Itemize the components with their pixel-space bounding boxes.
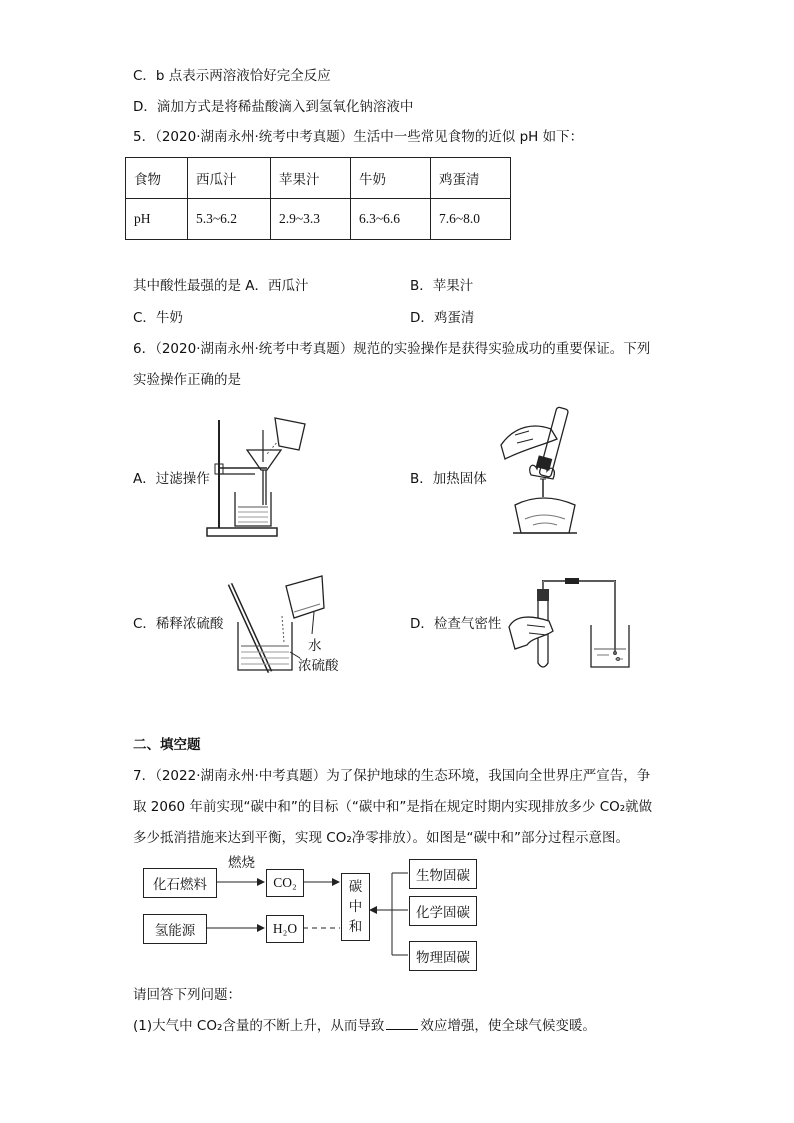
carbon-neutral-box	[341, 873, 370, 941]
q5-option-c: C．牛奶	[133, 310, 183, 326]
table-cell: 西瓜汁	[188, 158, 271, 199]
table-cell: 6.3~6.6	[351, 199, 431, 240]
q5-option-d: D．鸡蛋清	[410, 310, 475, 326]
q7-prompt: 请回答下列问题：	[133, 987, 241, 1003]
q5-stem: 5．（2020·湖南永州·统考中考真题）生活中一些常见食物的近似 pH 如下：	[133, 129, 584, 145]
table-cell: 食物	[126, 158, 188, 199]
q4-option-d: D．滴加方式是将稀盐酸滴入到氢氧化钠溶液中	[133, 99, 414, 115]
table-cell: 5.3~6.2	[188, 199, 271, 240]
subquestion-text-a: (1)大气中 CO₂含量的不断上升，从而导致	[133, 1018, 385, 1034]
q7-line3: 多少抵消措施来达到平衡，实现 CO₂净零排放）。如图是“碳中和”部分过程示意图。	[133, 830, 629, 846]
carbon-neutral-char: 和	[348, 919, 363, 935]
q6-option-b: B．加热固体	[410, 471, 487, 487]
subquestion-text-b: 效应增强，使全球气候变暖。	[420, 1018, 596, 1034]
q7-line2: 取 2060 年前实现“碳中和”的目标（“碳中和”是指在规定时期内实现排放多少 CO₂就做	[133, 799, 653, 815]
carbon-neutral-char: 碳	[348, 879, 363, 895]
table-cell: 7.6~8.0	[431, 199, 511, 240]
co2-box: CO₂	[266, 869, 304, 897]
q5-question: 其中酸性最强的是 A．西瓜汁	[133, 278, 309, 294]
fossil-fuel-box: 化石燃料	[143, 868, 217, 898]
water-label: 水	[308, 638, 322, 654]
q4-option-c: C．b 点表示两溶液恰好完全反应	[133, 68, 331, 84]
q7-line1: 7．（2022·湖南永州·中考真题）为了保护地球的生态环境，我国向全世界庄严宣告，争	[133, 768, 651, 784]
h2o-box: H₂O	[266, 915, 304, 943]
table-cell: 牛奶	[351, 158, 431, 199]
burn-label: 燃烧	[228, 855, 255, 871]
chem-fixation-box: 化学固碳	[409, 896, 477, 926]
table-cell: 2.9~3.3	[271, 199, 351, 240]
hydrogen-energy-box: 氢能源	[143, 914, 207, 944]
bio-fixation-box: 生物固碳	[409, 859, 477, 889]
table-cell: 鸡蛋清	[431, 158, 511, 199]
q6-stem-line2: 实验操作正确的是	[133, 372, 241, 388]
q6-option-c: C．稀释浓硫酸	[133, 616, 224, 632]
table-cell: pH	[126, 199, 188, 240]
q6-stem-line1: 6．（2020·湖南永州·统考中考真题）规范的实验操作是获得实验成功的重要保证。下列	[133, 341, 651, 357]
q6-option-a: A．过滤操作	[133, 471, 210, 487]
q5-option-b: B．苹果汁	[410, 278, 474, 294]
q7-subquestion-1	[133, 1015, 596, 1036]
table-cell: 苹果汁	[271, 158, 351, 199]
carbon-neutral-char: 中	[348, 899, 363, 915]
section-title: 二、填空题	[133, 737, 201, 753]
answer-blank[interactable]	[386, 1015, 418, 1030]
phys-fixation-box: 物理固碳	[409, 941, 477, 971]
q6-option-d: D．检查气密性	[410, 616, 502, 632]
conc-acid-label: 浓硫酸	[298, 658, 339, 674]
